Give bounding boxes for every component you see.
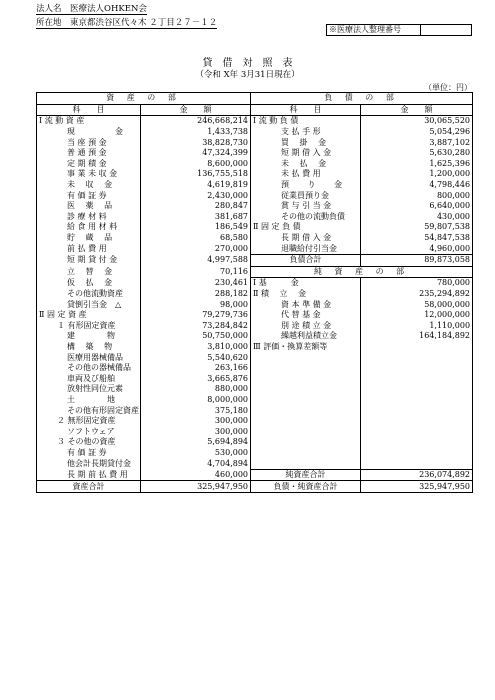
liability-empty-cell: [361, 363, 473, 374]
asset-item-amount: 230,461: [141, 278, 251, 289]
asset-item-amount: 270,000: [141, 243, 251, 254]
address-label: 所在地: [36, 18, 62, 28]
liability-empty-cell: [251, 416, 361, 427]
assets-item-header: 科 目: [37, 104, 141, 116]
asset-item-label: １ 有形固定資産: [57, 320, 116, 330]
liability-item-amount: 4,798,446: [361, 180, 473, 191]
asset-item-amount: 381,687: [141, 212, 251, 223]
grand-total-label: 負債・純資産合計: [251, 481, 361, 493]
asset-item-label: 貸倒引当金 △: [67, 299, 122, 309]
asset-item-amount: 300,000: [141, 426, 251, 437]
asset-item-amount: 98,000: [141, 299, 251, 310]
liability-empty-cell: [361, 416, 473, 427]
liability-empty-cell: [251, 363, 361, 374]
asset-item-label: 診 療 材 料: [67, 211, 107, 221]
liability-empty-cell: [361, 437, 473, 448]
asset-item-amount: 136,755,518: [141, 169, 251, 180]
document-title: 貸 借 対 照 表: [202, 58, 293, 69]
address-value: 東京都渋谷区代々木 ２丁目２７－１２: [70, 18, 218, 28]
asset-item-amount: 530,000: [141, 448, 251, 459]
liability-item-label: 代 替 基 金: [281, 310, 321, 320]
net-assets-total-amount: 236,074,892: [361, 469, 473, 481]
asset-item-amount: 375,180: [141, 405, 251, 416]
asset-item-label: その他有形固定資産: [67, 405, 139, 415]
liabilities-total-amount: 89,873,058: [361, 254, 473, 266]
asset-item-label: 有 価 証 券: [67, 190, 107, 200]
liability-item-label: Ⅰ 基 金: [253, 278, 299, 288]
asset-item-amount: 4,619,819: [141, 180, 251, 191]
unit-label: （単位：円）: [424, 83, 472, 92]
asset-item-label: 現 金: [67, 127, 123, 137]
asset-item-label: 有 価 証 券: [67, 447, 107, 457]
liability-item-amount: 5,630,280: [361, 148, 473, 159]
liability-empty-cell: [361, 395, 473, 406]
report-date: （令和 X年 3月31日現在）: [195, 70, 300, 80]
liability-empty-cell: [251, 352, 361, 363]
liability-item-amount: 4,960,000: [361, 243, 473, 254]
liability-empty-cell: [361, 373, 473, 384]
asset-item-label: その他流動資産: [67, 288, 123, 298]
asset-item-label: 事 業 未 収 金: [67, 169, 118, 179]
asset-item-label: 未 収 金: [67, 180, 113, 190]
liability-item-label: 買 掛 金: [281, 137, 327, 147]
asset-item-amount: 2,430,000: [141, 190, 251, 201]
asset-item-amount: 460,000: [141, 469, 251, 481]
asset-item-label: 土 地: [67, 394, 115, 404]
liability-item-amount: 1,200,000: [361, 169, 473, 180]
asset-item-amount: 3,665,876: [141, 373, 251, 384]
asset-item-label: ソフトウェア: [67, 426, 115, 436]
liability-item-label: 退職給付引当金: [281, 243, 338, 253]
asset-item-label: 放射性同位元素: [67, 384, 123, 394]
asset-item-amount: 68,580: [141, 233, 251, 244]
liability-item-label: 未 払 金: [281, 158, 327, 168]
asset-item-amount: 4,997,588: [141, 254, 251, 266]
net-assets-section-header: 純 資 産 の 部: [251, 266, 473, 278]
assets-total-label: 資産合計: [37, 481, 141, 493]
asset-item-label: Ⅰ 流 動 資 産: [39, 116, 85, 126]
company-line: [36, 4, 147, 15]
liability-item-label: Ⅲ 評価・換算差額等: [253, 341, 328, 351]
liability-item-amount: 6,640,000: [361, 201, 473, 212]
liability-item-amount: 54,847,538: [361, 233, 473, 244]
assets-section-header: 資 産 の 部: [37, 93, 251, 105]
liability-item-label: Ⅱ 積 立 金: [253, 288, 307, 298]
liability-item-label: 支 払 手 形: [281, 127, 321, 137]
liabilities-section-header: 負 債 の 部: [251, 93, 473, 105]
asset-item-amount: 288,182: [141, 289, 251, 300]
asset-item-amount: 8,000,000: [141, 395, 251, 406]
asset-item-amount: 300,000: [141, 416, 251, 427]
asset-item-label: 当 座 預 金: [67, 137, 107, 147]
liability-item-label: 繰越利益積立金: [281, 331, 338, 341]
asset-item-label: その他の器械備品: [67, 363, 131, 373]
asset-item-label: 短 期 貸 付 金: [67, 255, 118, 265]
liability-empty-cell: [251, 384, 361, 395]
liability-empty-cell: [251, 437, 361, 448]
liability-item-amount: 12,000,000: [361, 310, 473, 321]
liability-empty-cell: [251, 405, 361, 416]
liabilities-item-header: 科 目: [251, 104, 361, 116]
liability-item-label: 賞 与 引 当 金: [281, 201, 332, 211]
liability-item-amount: 780,000: [361, 278, 473, 289]
liability-item-label: 預 り 金: [281, 180, 343, 190]
asset-item-amount: 880,000: [141, 384, 251, 395]
company-name: 医療法人OHKEN会: [70, 4, 147, 14]
net-assets-total-label: 純資産合計: [251, 469, 361, 481]
assets-total-amount: 325,947,950: [141, 481, 251, 493]
liability-item-amount: 235,294,892: [361, 289, 473, 300]
asset-item-amount: 186,549: [141, 222, 251, 233]
liability-item-amount: 30,065,520: [361, 116, 473, 127]
address-line: [36, 18, 217, 29]
asset-item-label: 前 払 費 用: [67, 243, 107, 253]
asset-item-amount: 70,116: [141, 266, 251, 278]
asset-item-amount: 4,704,894: [141, 458, 251, 469]
registry-number-box: [326, 24, 472, 36]
liabilities-total-label: 負債合計: [251, 254, 361, 266]
liability-item-amount: 430,000: [361, 212, 473, 223]
asset-item-amount: 50,750,000: [141, 331, 251, 342]
liability-item-label: 短 期 借 入 金: [281, 148, 332, 158]
asset-item-label: 他会計長期貸付金: [67, 458, 131, 468]
asset-item-label: 車両及び船舶: [67, 373, 115, 383]
liabilities-amount-header: 金 額: [361, 104, 473, 116]
registry-label: ※医療法人整理番号: [327, 25, 421, 35]
liability-item-amount: 58,000,000: [361, 299, 473, 310]
asset-item-label: ３ その他の資産: [57, 437, 116, 447]
liability-item-label: Ⅱ 固 定 負 債: [253, 222, 301, 232]
asset-item-label: Ⅱ 固 定 資 産: [39, 310, 87, 320]
liability-empty-cell: [361, 458, 473, 469]
asset-item-amount: 1,433,738: [141, 127, 251, 138]
asset-item-amount: 3,810,000: [141, 342, 251, 353]
asset-item-amount: 5,540,620: [141, 352, 251, 363]
liability-empty-cell: [361, 448, 473, 459]
asset-item-amount: 5,694,894: [141, 437, 251, 448]
asset-item-label: 医療用器械備品: [67, 352, 123, 362]
asset-item-label: 構 築 物: [67, 341, 113, 351]
liability-item-amount: 59,807,538: [361, 222, 473, 233]
asset-item-amount: 246,668,214: [141, 116, 251, 127]
liability-empty-cell: [251, 448, 361, 459]
liability-item-amount: [361, 342, 473, 353]
liability-item-label: その他の流動負債: [281, 211, 346, 221]
liability-item-label: 別 途 積 立 金: [281, 320, 332, 330]
asset-item-label: 仮 払 金: [67, 278, 113, 288]
asset-item-label: 普 通 預 金: [67, 148, 107, 158]
liability-empty-cell: [251, 373, 361, 384]
liability-empty-cell: [361, 352, 473, 363]
asset-item-amount: 79,279,736: [141, 310, 251, 321]
liability-item-label: 未 払 費 用: [281, 169, 321, 179]
assets-amount-header: 金 額: [141, 104, 251, 116]
asset-item-amount: 38,828,730: [141, 137, 251, 148]
asset-item-label: 給 食 用 材 料: [67, 222, 118, 232]
liability-item-label: 従業員預り金: [281, 190, 330, 200]
asset-item-label: ２ 無形固定資産: [57, 416, 116, 426]
liability-item-amount: 5,054,296: [361, 127, 473, 138]
asset-item-amount: 47,324,399: [141, 148, 251, 159]
liability-empty-cell: [361, 405, 473, 416]
liability-empty-cell: [361, 384, 473, 395]
company-label: 法人名: [36, 4, 62, 14]
liability-item-amount: 3,887,102: [361, 137, 473, 148]
liability-item-amount: 800,000: [361, 190, 473, 201]
liability-empty-cell: [361, 426, 473, 437]
asset-item-amount: 280,847: [141, 201, 251, 212]
asset-item-amount: 8,600,000: [141, 159, 251, 170]
liability-item-label: 資 本 準 備 金: [281, 299, 332, 309]
liability-empty-cell: [251, 426, 361, 437]
liability-item-label: 長 期 借 入 金: [281, 233, 332, 243]
liability-item-label: Ⅰ 流 動 負 債: [253, 116, 299, 126]
asset-item-amount: 73,284,842: [141, 320, 251, 331]
asset-item-label: 立 替 金: [67, 266, 113, 276]
asset-item-amount: 263,166: [141, 363, 251, 374]
asset-item-label: 長 期 前 払 費 用: [67, 469, 128, 479]
asset-item-label: 定 期 積 金: [67, 158, 107, 168]
liability-empty-cell: [251, 395, 361, 406]
liability-empty-cell: [251, 458, 361, 469]
liability-item-amount: 1,110,000: [361, 320, 473, 331]
asset-item-label: 建 物: [67, 331, 115, 341]
grand-total-amount: 325,947,950: [361, 481, 473, 493]
liability-item-amount: 164,184,892: [361, 331, 473, 342]
liability-item-amount: 1,625,396: [361, 159, 473, 170]
balance-sheet-table: [36, 92, 473, 493]
asset-item-label: 医 薬 品: [67, 201, 113, 211]
asset-item-label: 貯 蔵 品: [67, 233, 113, 243]
